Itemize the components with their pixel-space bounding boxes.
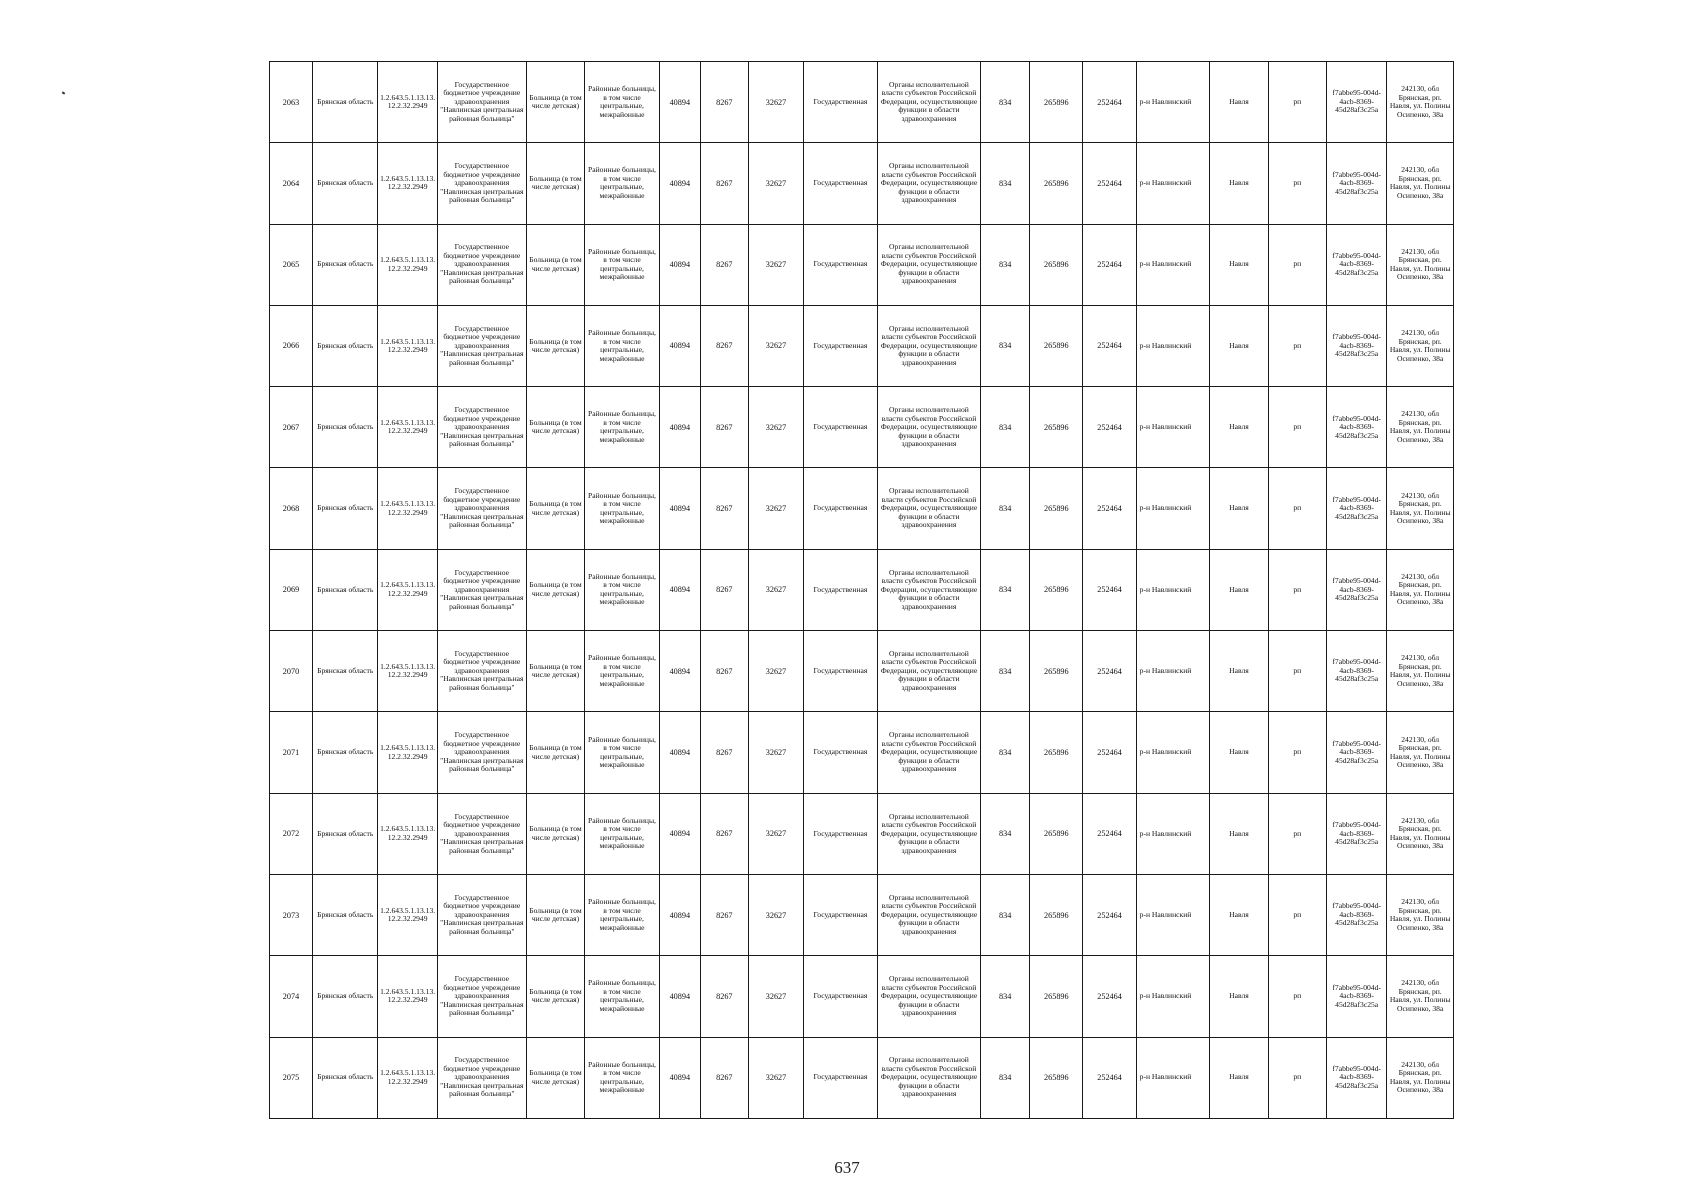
value-5-cell: 265896 xyxy=(1030,305,1083,386)
district-cell: р-н Навлинский xyxy=(1136,305,1210,386)
org-type-cell: Больница (в том числе детская) xyxy=(526,549,584,630)
value-2-cell: 8267 xyxy=(700,305,748,386)
row-number-cell: 2075 xyxy=(270,1037,313,1118)
value-4-cell: 834 xyxy=(981,549,1030,630)
locality-type-cell: рп xyxy=(1268,387,1326,468)
address-cell: 242130, обл Брянская, рп. Навля, ул. Полины Осипенко, 38а xyxy=(1387,224,1454,305)
table-row xyxy=(270,305,1454,386)
locality-cell: Навля xyxy=(1210,387,1268,468)
value-5-cell: 265896 xyxy=(1030,956,1083,1037)
value-2-cell: 8267 xyxy=(700,549,748,630)
value-6-cell: 252464 xyxy=(1083,712,1136,793)
row-number-cell: 2063 xyxy=(270,62,313,143)
district-cell: р-н Навлинский xyxy=(1136,712,1210,793)
value-2-cell: 8267 xyxy=(700,62,748,143)
org-type-cell: Больница (в том числе детская) xyxy=(526,712,584,793)
authority-cell: Органы исполнительной власти субъектов Российской Федерации, осуществляющие функции в области здравоохранения xyxy=(877,224,980,305)
address-cell: 242130, обл Брянская, рп. Навля, ул. Полины Осипенко, 38а xyxy=(1387,387,1454,468)
value-6-cell: 252464 xyxy=(1083,874,1136,955)
authority-cell: Органы исполнительной власти субъектов Российской Федерации, осуществляющие функции в области здравоохранения xyxy=(877,631,980,712)
locality-cell: Навля xyxy=(1210,62,1268,143)
value-6-cell: 252464 xyxy=(1083,1037,1136,1118)
value-2-cell: 8267 xyxy=(700,874,748,955)
locality-type-cell: рп xyxy=(1268,305,1326,386)
locality-type-cell: рп xyxy=(1268,224,1326,305)
org-type-cell: Больница (в том числе детская) xyxy=(526,874,584,955)
value-5-cell: 265896 xyxy=(1030,712,1083,793)
scan-speck xyxy=(62,91,66,94)
region-cell: Брянская область xyxy=(312,305,377,386)
value-1-cell: 40894 xyxy=(659,1037,700,1118)
org-name-cell: Государственное бюджетное учреждение здравоохранения "Навлинская центральная районная больница" xyxy=(437,631,526,712)
value-3-cell: 32627 xyxy=(748,712,803,793)
region-cell: Брянская область xyxy=(312,793,377,874)
row-number-cell: 2074 xyxy=(270,956,313,1037)
org-subtype-cell: Районные больницы, в том числе центральные, межрайонные xyxy=(585,468,660,549)
value-2-cell: 8267 xyxy=(700,1037,748,1118)
address-cell: 242130, обл Брянская, рп. Навля, ул. Полины Осипенко, 38а xyxy=(1387,712,1454,793)
value-4-cell: 834 xyxy=(981,468,1030,549)
locality-cell: Навля xyxy=(1210,793,1268,874)
locality-type-cell: рп xyxy=(1268,1037,1326,1118)
value-4-cell: 834 xyxy=(981,956,1030,1037)
guid-cell: f7abbe95-004d-4acb-8369-45d28af3c25a xyxy=(1326,387,1386,468)
row-number-cell: 2073 xyxy=(270,874,313,955)
org-subtype-cell: Районные больницы, в том числе центральные, межрайонные xyxy=(585,143,660,224)
address-cell: 242130, обл Брянская, рп. Навля, ул. Полины Осипенко, 38а xyxy=(1387,305,1454,386)
org-name-cell: Государственное бюджетное учреждение здравоохранения "Навлинская центральная районная больница" xyxy=(437,224,526,305)
value-5-cell: 265896 xyxy=(1030,224,1083,305)
value-1-cell: 40894 xyxy=(659,956,700,1037)
value-2-cell: 8267 xyxy=(700,468,748,549)
value-4-cell: 834 xyxy=(981,62,1030,143)
guid-cell: f7abbe95-004d-4acb-8369-45d28af3c25a xyxy=(1326,143,1386,224)
ownership-cell: Государственная xyxy=(804,62,878,143)
address-cell: 242130, обл Брянская, рп. Навля, ул. Полины Осипенко, 38а xyxy=(1387,631,1454,712)
value-6-cell: 252464 xyxy=(1083,305,1136,386)
value-4-cell: 834 xyxy=(981,712,1030,793)
value-1-cell: 40894 xyxy=(659,143,700,224)
guid-cell: f7abbe95-004d-4acb-8369-45d28af3c25a xyxy=(1326,874,1386,955)
guid-cell: f7abbe95-004d-4acb-8369-45d28af3c25a xyxy=(1326,712,1386,793)
table-row xyxy=(270,549,1454,630)
guid-cell: f7abbe95-004d-4acb-8369-45d28af3c25a xyxy=(1326,305,1386,386)
table-row xyxy=(270,631,1454,712)
locality-cell: Навля xyxy=(1210,874,1268,955)
table-row xyxy=(270,468,1454,549)
page-number: 637 xyxy=(834,1158,860,1177)
value-5-cell: 265896 xyxy=(1030,143,1083,224)
org-code-cell: 1.2.643.5.1.13.13.12.2.32.2949 xyxy=(378,1037,437,1118)
value-2-cell: 8267 xyxy=(700,956,748,1037)
authority-cell: Органы исполнительной власти субъектов Российской Федерации, осуществляющие функции в области здравоохранения xyxy=(877,1037,980,1118)
authority-cell: Органы исполнительной власти субъектов Российской Федерации, осуществляющие функции в области здравоохранения xyxy=(877,793,980,874)
value-3-cell: 32627 xyxy=(748,387,803,468)
locality-cell: Навля xyxy=(1210,1037,1268,1118)
region-cell: Брянская область xyxy=(312,468,377,549)
value-4-cell: 834 xyxy=(981,387,1030,468)
org-name-cell: Государственное бюджетное учреждение здравоохранения "Навлинская центральная районная больница" xyxy=(437,956,526,1037)
region-cell: Брянская область xyxy=(312,1037,377,1118)
value-3-cell: 32627 xyxy=(748,1037,803,1118)
value-1-cell: 40894 xyxy=(659,387,700,468)
locality-cell: Навля xyxy=(1210,224,1268,305)
row-number-cell: 2071 xyxy=(270,712,313,793)
value-1-cell: 40894 xyxy=(659,712,700,793)
region-cell: Брянская область xyxy=(312,549,377,630)
ownership-cell: Государственная xyxy=(804,712,878,793)
value-4-cell: 834 xyxy=(981,631,1030,712)
org-name-cell: Государственное бюджетное учреждение здравоохранения "Навлинская центральная районная больница" xyxy=(437,874,526,955)
value-1-cell: 40894 xyxy=(659,549,700,630)
guid-cell: f7abbe95-004d-4acb-8369-45d28af3c25a xyxy=(1326,793,1386,874)
value-3-cell: 32627 xyxy=(748,468,803,549)
row-number-cell: 2070 xyxy=(270,631,313,712)
value-5-cell: 265896 xyxy=(1030,549,1083,630)
locality-type-cell: рп xyxy=(1268,793,1326,874)
value-5-cell: 265896 xyxy=(1030,62,1083,143)
table-body xyxy=(270,62,1454,1119)
value-3-cell: 32627 xyxy=(748,793,803,874)
value-6-cell: 252464 xyxy=(1083,549,1136,630)
region-cell: Брянская область xyxy=(312,224,377,305)
org-code-cell: 1.2.643.5.1.13.13.12.2.32.2949 xyxy=(378,874,437,955)
org-name-cell: Государственное бюджетное учреждение здравоохранения "Навлинская центральная районная больница" xyxy=(437,62,526,143)
authority-cell: Органы исполнительной власти субъектов Российской Федерации, осуществляющие функции в области здравоохранения xyxy=(877,143,980,224)
ownership-cell: Государственная xyxy=(804,468,878,549)
value-2-cell: 8267 xyxy=(700,224,748,305)
value-4-cell: 834 xyxy=(981,793,1030,874)
region-cell: Брянская область xyxy=(312,387,377,468)
org-code-cell: 1.2.643.5.1.13.13.12.2.32.2949 xyxy=(378,62,437,143)
authority-cell: Органы исполнительной власти субъектов Российской Федерации, осуществляющие функции в области здравоохранения xyxy=(877,956,980,1037)
org-code-cell: 1.2.643.5.1.13.13.12.2.32.2949 xyxy=(378,549,437,630)
address-cell: 242130, обл Брянская, рп. Навля, ул. Полины Осипенко, 38а xyxy=(1387,956,1454,1037)
table-row xyxy=(270,143,1454,224)
value-5-cell: 265896 xyxy=(1030,1037,1083,1118)
value-4-cell: 834 xyxy=(981,305,1030,386)
value-3-cell: 32627 xyxy=(748,143,803,224)
locality-cell: Навля xyxy=(1210,631,1268,712)
org-code-cell: 1.2.643.5.1.13.13.12.2.32.2949 xyxy=(378,387,437,468)
value-6-cell: 252464 xyxy=(1083,224,1136,305)
address-cell: 242130, обл Брянская, рп. Навля, ул. Полины Осипенко, 38а xyxy=(1387,793,1454,874)
value-6-cell: 252464 xyxy=(1083,143,1136,224)
region-cell: Брянская область xyxy=(312,143,377,224)
org-code-cell: 1.2.643.5.1.13.13.12.2.32.2949 xyxy=(378,143,437,224)
org-subtype-cell: Районные больницы, в том числе центральные, межрайонные xyxy=(585,874,660,955)
value-5-cell: 265896 xyxy=(1030,468,1083,549)
value-6-cell: 252464 xyxy=(1083,62,1136,143)
row-number-cell: 2069 xyxy=(270,549,313,630)
value-3-cell: 32627 xyxy=(748,305,803,386)
org-code-cell: 1.2.643.5.1.13.13.12.2.32.2949 xyxy=(378,956,437,1037)
region-cell: Брянская область xyxy=(312,631,377,712)
locality-type-cell: рп xyxy=(1268,62,1326,143)
address-cell: 242130, обл Брянская, рп. Навля, ул. Полины Осипенко, 38а xyxy=(1387,143,1454,224)
ownership-cell: Государственная xyxy=(804,387,878,468)
locality-type-cell: рп xyxy=(1268,549,1326,630)
registry-table xyxy=(269,61,1454,1119)
value-3-cell: 32627 xyxy=(748,956,803,1037)
value-1-cell: 40894 xyxy=(659,874,700,955)
locality-type-cell: рп xyxy=(1268,143,1326,224)
org-type-cell: Больница (в том числе детская) xyxy=(526,143,584,224)
value-1-cell: 40894 xyxy=(659,62,700,143)
district-cell: р-н Навлинский xyxy=(1136,874,1210,955)
value-6-cell: 252464 xyxy=(1083,793,1136,874)
district-cell: р-н Навлинский xyxy=(1136,387,1210,468)
org-type-cell: Больница (в том числе детская) xyxy=(526,62,584,143)
guid-cell: f7abbe95-004d-4acb-8369-45d28af3c25a xyxy=(1326,956,1386,1037)
address-cell: 242130, обл Брянская, рп. Навля, ул. Полины Осипенко, 38а xyxy=(1387,468,1454,549)
locality-cell: Навля xyxy=(1210,956,1268,1037)
value-6-cell: 252464 xyxy=(1083,468,1136,549)
authority-cell: Органы исполнительной власти субъектов Российской Федерации, осуществляющие функции в области здравоохранения xyxy=(877,549,980,630)
district-cell: р-н Навлинский xyxy=(1136,224,1210,305)
locality-cell: Навля xyxy=(1210,468,1268,549)
value-5-cell: 265896 xyxy=(1030,387,1083,468)
org-type-cell: Больница (в том числе детская) xyxy=(526,468,584,549)
locality-cell: Навля xyxy=(1210,712,1268,793)
district-cell: р-н Навлинский xyxy=(1136,631,1210,712)
row-number-cell: 2068 xyxy=(270,468,313,549)
district-cell: р-н Навлинский xyxy=(1136,793,1210,874)
table-row xyxy=(270,712,1454,793)
guid-cell: f7abbe95-004d-4acb-8369-45d28af3c25a xyxy=(1326,549,1386,630)
row-number-cell: 2067 xyxy=(270,387,313,468)
district-cell: р-н Навлинский xyxy=(1136,1037,1210,1118)
address-cell: 242130, обл Брянская, рп. Навля, ул. Полины Осипенко, 38а xyxy=(1387,1037,1454,1118)
org-subtype-cell: Районные больницы, в том числе центральные, межрайонные xyxy=(585,712,660,793)
org-subtype-cell: Районные больницы, в том числе центральные, межрайонные xyxy=(585,224,660,305)
authority-cell: Органы исполнительной власти субъектов Российской Федерации, осуществляющие функции в области здравоохранения xyxy=(877,468,980,549)
value-2-cell: 8267 xyxy=(700,631,748,712)
authority-cell: Органы исполнительной власти субъектов Российской Федерации, осуществляющие функции в области здравоохранения xyxy=(877,62,980,143)
value-3-cell: 32627 xyxy=(748,549,803,630)
ownership-cell: Государственная xyxy=(804,143,878,224)
org-name-cell: Государственное бюджетное учреждение здравоохранения "Навлинская центральная районная больница" xyxy=(437,1037,526,1118)
ownership-cell: Государственная xyxy=(804,1037,878,1118)
value-6-cell: 252464 xyxy=(1083,631,1136,712)
locality-type-cell: рп xyxy=(1268,956,1326,1037)
locality-cell: Навля xyxy=(1210,143,1268,224)
address-cell: 242130, обл Брянская, рп. Навля, ул. Полины Осипенко, 38а xyxy=(1387,874,1454,955)
region-cell: Брянская область xyxy=(312,712,377,793)
org-subtype-cell: Районные больницы, в том числе центральные, межрайонные xyxy=(585,387,660,468)
value-5-cell: 265896 xyxy=(1030,874,1083,955)
value-3-cell: 32627 xyxy=(748,62,803,143)
value-6-cell: 252464 xyxy=(1083,956,1136,1037)
table-row xyxy=(270,224,1454,305)
row-number-cell: 2072 xyxy=(270,793,313,874)
row-number-cell: 2065 xyxy=(270,224,313,305)
org-name-cell: Государственное бюджетное учреждение здравоохранения "Навлинская центральная районная больница" xyxy=(437,549,526,630)
org-code-cell: 1.2.643.5.1.13.13.12.2.32.2949 xyxy=(378,631,437,712)
value-2-cell: 8267 xyxy=(700,712,748,793)
org-code-cell: 1.2.643.5.1.13.13.12.2.32.2949 xyxy=(378,305,437,386)
org-subtype-cell: Районные больницы, в том числе центральные, межрайонные xyxy=(585,549,660,630)
org-subtype-cell: Районные больницы, в том числе центральные, межрайонные xyxy=(585,956,660,1037)
district-cell: р-н Навлинский xyxy=(1136,549,1210,630)
value-5-cell: 265896 xyxy=(1030,793,1083,874)
value-4-cell: 834 xyxy=(981,224,1030,305)
locality-cell: Навля xyxy=(1210,549,1268,630)
district-cell: р-н Навлинский xyxy=(1136,143,1210,224)
value-1-cell: 40894 xyxy=(659,631,700,712)
ownership-cell: Государственная xyxy=(804,305,878,386)
ownership-cell: Государственная xyxy=(804,874,878,955)
value-4-cell: 834 xyxy=(981,1037,1030,1118)
org-name-cell: Государственное бюджетное учреждение здравоохранения "Навлинская центральная районная больница" xyxy=(437,387,526,468)
org-type-cell: Больница (в том числе детская) xyxy=(526,956,584,1037)
value-1-cell: 40894 xyxy=(659,305,700,386)
org-type-cell: Больница (в том числе детская) xyxy=(526,305,584,386)
guid-cell: f7abbe95-004d-4acb-8369-45d28af3c25a xyxy=(1326,1037,1386,1118)
table-row xyxy=(270,1037,1454,1118)
org-type-cell: Больница (в том числе детская) xyxy=(526,793,584,874)
row-number-cell: 2066 xyxy=(270,305,313,386)
table-row xyxy=(270,874,1454,955)
org-subtype-cell: Районные больницы, в том числе центральные, межрайонные xyxy=(585,793,660,874)
value-1-cell: 40894 xyxy=(659,793,700,874)
address-cell: 242130, обл Брянская, рп. Навля, ул. Полины Осипенко, 38а xyxy=(1387,549,1454,630)
ownership-cell: Государственная xyxy=(804,631,878,712)
value-3-cell: 32627 xyxy=(748,631,803,712)
locality-type-cell: рп xyxy=(1268,712,1326,793)
table-row xyxy=(270,62,1454,143)
org-code-cell: 1.2.643.5.1.13.13.12.2.32.2949 xyxy=(378,224,437,305)
address-cell: 242130, обл Брянская, рп. Навля, ул. Полины Осипенко, 38а xyxy=(1387,62,1454,143)
org-name-cell: Государственное бюджетное учреждение здравоохранения "Навлинская центральная районная больница" xyxy=(437,143,526,224)
locality-type-cell: рп xyxy=(1268,631,1326,712)
guid-cell: f7abbe95-004d-4acb-8369-45d28af3c25a xyxy=(1326,468,1386,549)
org-name-cell: Государственное бюджетное учреждение здравоохранения "Навлинская центральная районная больница" xyxy=(437,468,526,549)
row-number-cell: 2064 xyxy=(270,143,313,224)
district-cell: р-н Навлинский xyxy=(1136,956,1210,1037)
value-2-cell: 8267 xyxy=(700,793,748,874)
org-code-cell: 1.2.643.5.1.13.13.12.2.32.2949 xyxy=(378,793,437,874)
guid-cell: f7abbe95-004d-4acb-8369-45d28af3c25a xyxy=(1326,224,1386,305)
org-name-cell: Государственное бюджетное учреждение здравоохранения "Навлинская центральная районная больница" xyxy=(437,305,526,386)
guid-cell: f7abbe95-004d-4acb-8369-45d28af3c25a xyxy=(1326,62,1386,143)
table-row xyxy=(270,793,1454,874)
value-2-cell: 8267 xyxy=(700,387,748,468)
authority-cell: Органы исполнительной власти субъектов Российской Федерации, осуществляющие функции в области здравоохранения xyxy=(877,387,980,468)
org-name-cell: Государственное бюджетное учреждение здравоохранения "Навлинская центральная районная больница" xyxy=(437,712,526,793)
region-cell: Брянская область xyxy=(312,956,377,1037)
authority-cell: Органы исполнительной власти субъектов Российской Федерации, осуществляющие функции в области здравоохранения xyxy=(877,712,980,793)
value-6-cell: 252464 xyxy=(1083,387,1136,468)
value-1-cell: 40894 xyxy=(659,224,700,305)
guid-cell: f7abbe95-004d-4acb-8369-45d28af3c25a xyxy=(1326,631,1386,712)
authority-cell: Органы исполнительной власти субъектов Российской Федерации, осуществляющие функции в области здравоохранения xyxy=(877,874,980,955)
value-4-cell: 834 xyxy=(981,143,1030,224)
district-cell: р-н Навлинский xyxy=(1136,62,1210,143)
value-5-cell: 265896 xyxy=(1030,631,1083,712)
ownership-cell: Государственная xyxy=(804,549,878,630)
org-name-cell: Государственное бюджетное учреждение здравоохранения "Навлинская центральная районная больница" xyxy=(437,793,526,874)
org-subtype-cell: Районные больницы, в том числе центральные, межрайонные xyxy=(585,62,660,143)
ownership-cell: Государственная xyxy=(804,793,878,874)
value-3-cell: 32627 xyxy=(748,224,803,305)
org-type-cell: Больница (в том числе детская) xyxy=(526,1037,584,1118)
ownership-cell: Государственная xyxy=(804,224,878,305)
locality-type-cell: рп xyxy=(1268,874,1326,955)
value-3-cell: 32627 xyxy=(748,874,803,955)
authority-cell: Органы исполнительной власти субъектов Российской Федерации, осуществляющие функции в области здравоохранения xyxy=(877,305,980,386)
org-subtype-cell: Районные больницы, в том числе центральные, межрайонные xyxy=(585,305,660,386)
value-4-cell: 834 xyxy=(981,874,1030,955)
org-subtype-cell: Районные больницы, в том числе центральные, межрайонные xyxy=(585,1037,660,1118)
locality-cell: Навля xyxy=(1210,305,1268,386)
table-row xyxy=(270,956,1454,1037)
table-row xyxy=(270,387,1454,468)
locality-type-cell: рп xyxy=(1268,468,1326,549)
org-code-cell: 1.2.643.5.1.13.13.12.2.32.2949 xyxy=(378,712,437,793)
org-type-cell: Больница (в том числе детская) xyxy=(526,387,584,468)
org-type-cell: Больница (в том числе детская) xyxy=(526,631,584,712)
region-cell: Брянская область xyxy=(312,62,377,143)
value-2-cell: 8267 xyxy=(700,143,748,224)
org-type-cell: Больница (в том числе детская) xyxy=(526,224,584,305)
ownership-cell: Государственная xyxy=(804,956,878,1037)
value-1-cell: 40894 xyxy=(659,468,700,549)
region-cell: Брянская область xyxy=(312,874,377,955)
org-subtype-cell: Районные больницы, в том числе центральные, межрайонные xyxy=(585,631,660,712)
district-cell: р-н Навлинский xyxy=(1136,468,1210,549)
org-code-cell: 1.2.643.5.1.13.13.12.2.32.2949 xyxy=(378,468,437,549)
